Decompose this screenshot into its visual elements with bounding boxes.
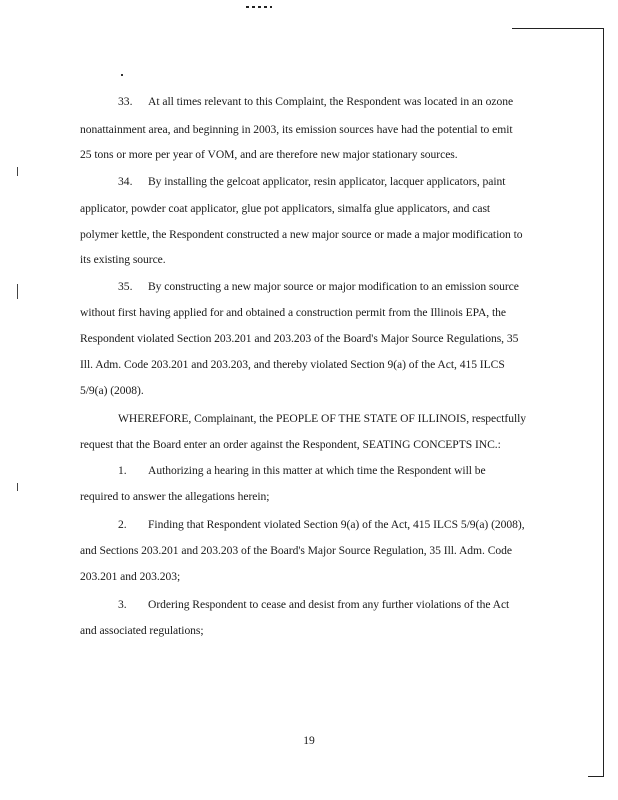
paragraph-line: By constructing a new major source or major modification to an emission source [148,280,519,293]
scan-artifact-top [246,6,272,8]
prayer-line: and associated regulations; [80,624,204,637]
scan-margin-mark [17,167,18,176]
scan-speck [121,74,123,76]
scan-border-top [512,28,604,29]
wherefore-line: request that the Board enter an order against the Respondent, SEATING CONCEPTS INC.: [80,438,501,451]
paragraph-number: 33. [118,95,133,108]
paragraph-line: 5/9(a) (2008). [80,384,144,397]
paragraph-line: At all times relevant to this Complaint, the Respondent was located in an ozone [148,95,514,108]
paragraph-line: its existing source. [80,253,166,266]
paragraph-line: without first having applied for and obtained a construction permit from the Illinois EPA, the [80,306,507,319]
prayer-line: required to answer the allegations herein; [80,490,270,503]
paragraph-line: polymer kettle, the Respondent constructed a new major source or made a major modification to [80,228,523,241]
paragraph-line: By installing the gelcoat applicator, resin applicator, lacquer applicators, paint [148,175,506,188]
paragraph-line: 25 tons or more per year of VOM, and are therefore new major stationary sources. [80,148,458,161]
prayer-line: 203.201 and 203.203; [80,570,181,583]
prayer-number: 3. [118,598,127,611]
prayer-line: Authorizing a hearing in this matter at which time the Respondent will be [148,464,486,477]
paragraph-line: applicator, powder coat applicator, glue pot applicators, simalfa glue applicators, and cast [80,202,491,215]
scan-border-bottom [588,776,604,777]
prayer-number: 1. [118,464,127,477]
prayer-line: and Sections 203.201 and 203.203 of the Board's Major Source Regulation, 35 Ill. Adm. Code [80,544,512,557]
paragraph-number: 35. [118,280,133,293]
scan-margin-mark [17,284,18,299]
scan-margin-mark [17,483,18,491]
page-number: 19 [303,734,315,747]
wherefore-line: WHEREFORE, Complainant, the PEOPLE OF THE STATE OF ILLINOIS, respectfully [118,412,527,425]
prayer-line: Ordering Respondent to cease and desist from any further violations of the Act [148,598,510,611]
paragraph-number: 34. [118,175,133,188]
paragraph-line: Respondent violated Section 203.201 and 203.203 of the Board's Major Source Regulations, 35 [80,332,519,345]
scan-border-right [603,28,604,776]
paragraph-line: nonattainment area, and beginning in 2003, its emission sources have had the potential to emit [80,123,513,136]
prayer-line: Finding that Respondent violated Section 9(a) of the Act, 415 ILCS 5/9(a) (2008), [148,518,525,531]
paragraph-line: Ill. Adm. Code 203.201 and 203.203, and thereby violated Section 9(a) of the Act, 415 ILCS [80,358,505,371]
prayer-number: 2. [118,518,127,531]
